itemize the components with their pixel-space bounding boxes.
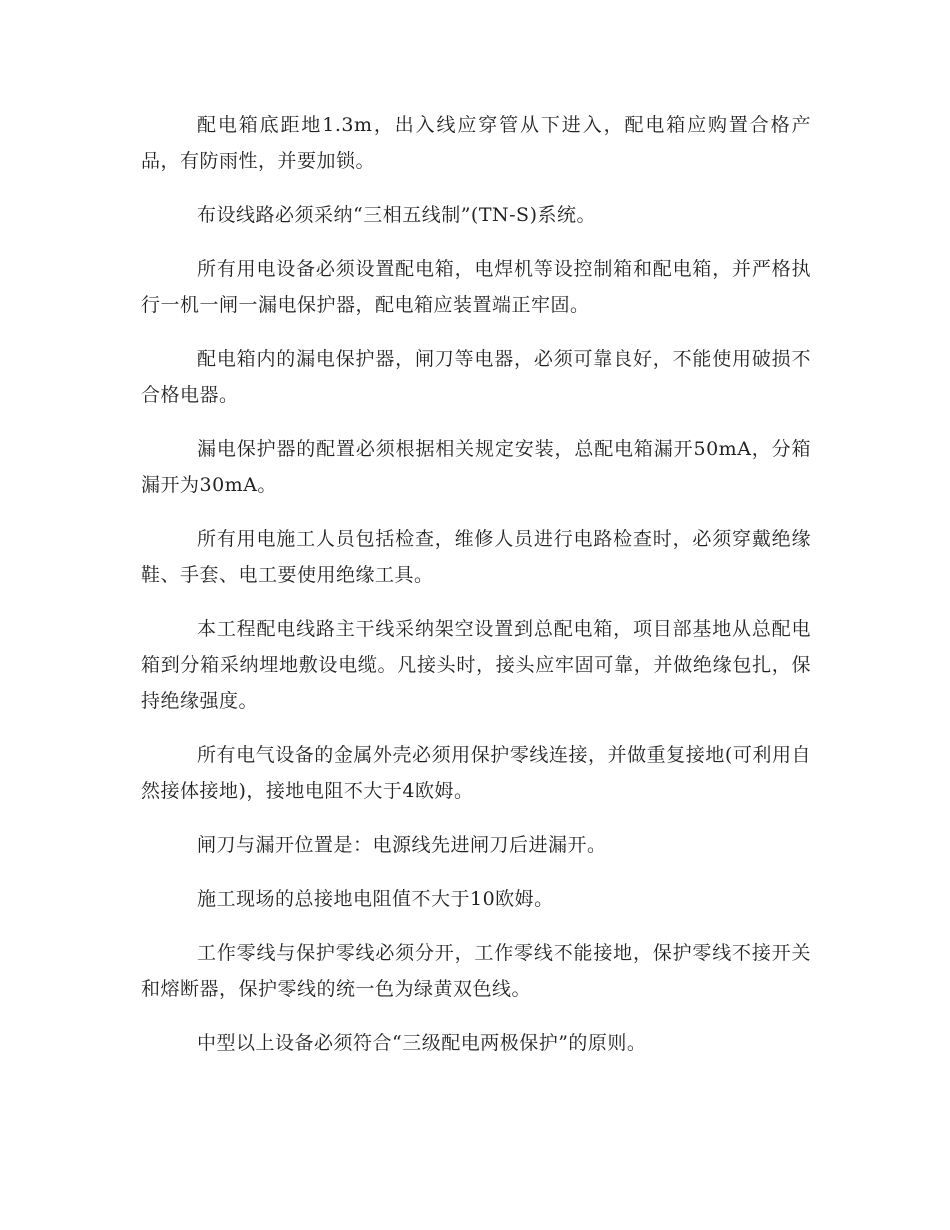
paragraph-9: 闸刀与漏开位置是：电源线先进闸刀后进漏开。 [197,834,607,856]
paragraph-3: 所有用电设备必须设置配电箱，电焊机等设控制箱和配电箱，并严格执行一机一闸一漏电保护器，配电箱应装置端正牢固。 [141,258,811,316]
document-body [141,107,811,1079]
paragraph-6: 所有用电施工人员包括检查，维修人员进行电路检查时，必须穿戴绝缘鞋、手套、电工要使用绝缘工具。 [141,528,811,586]
paragraph-12: 中型以上设备必须符合“三级配电两极保护”的原则。 [197,1032,647,1054]
paragraph-7: 本工程配电线路主干线采纳架空设置到总配电箱，项目部基地从总配电箱到分箱采纳埋地敷设电缆。凡接头时，接头应牢固可靠，并做绝缘包扎，保持绝缘强度。 [141,618,811,712]
paragraph-11: 工作零线与保护零线必须分开，工作零线不能接地，保护零线不接开关和熔断器，保护零线的统一色为绿黄双色线。 [141,942,811,1000]
paragraph-1: 配电箱底距地1.3m，出入线应穿管从下进入，配电箱应购置合格产品，有防雨性，并要加锁。 [141,114,811,172]
paragraph-2: 布设线路必须采纳“三相五线制”(TN-S)系统。 [197,204,596,226]
paragraph-5: 漏电保护器的配置必须根据相关规定安装，总配电箱漏开50mA，分箱漏开为30mA。 [141,438,811,496]
paragraph-4: 配电箱内的漏电保护器，闸刀等电器，必须可靠良好，不能使用破损不合格电器。 [141,348,811,406]
paragraph-10: 施工现场的总接地电阻值不大于10欧姆。 [197,888,554,910]
paragraph-8: 所有电气设备的金属外壳必须用保护零线连接，并做重复接地(可利用自然接体接地)，接地电阻不大于4欧姆。 [141,744,811,802]
